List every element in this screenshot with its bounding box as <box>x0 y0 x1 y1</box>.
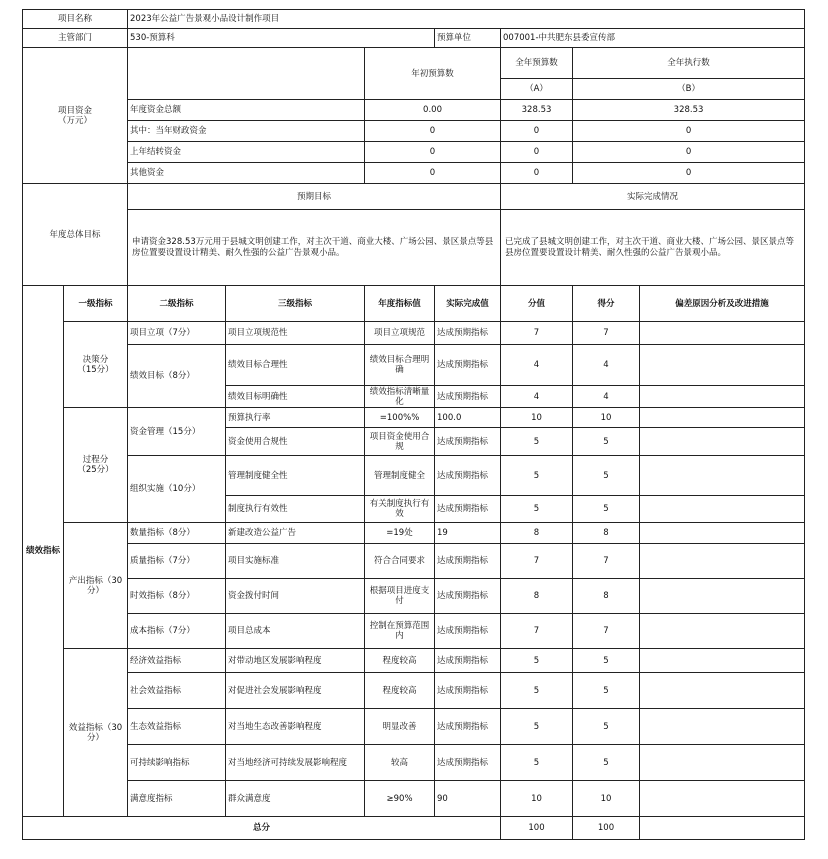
reason-cell <box>640 649 805 673</box>
project-name-value: 2023年公益广告景观小品设计制作项目 <box>128 10 805 29</box>
fund-row-label: 其中：当年财政资金 <box>128 121 365 142</box>
fund-row-full: 0 <box>501 142 573 163</box>
funds-label: 项目资金 （万元） <box>23 48 128 184</box>
performance-self-evaluation-form <box>22 9 804 840</box>
actual-cell: 19 <box>435 523 501 544</box>
weight-cell: 5 <box>501 496 573 523</box>
level2-fund-mgmt: 资金管理（15分） <box>128 408 226 456</box>
actual-cell: 达成预期指标 <box>435 745 501 781</box>
fund-row-annual: 0 <box>365 142 501 163</box>
indicator-row <box>23 408 805 428</box>
actual-cell: 达成预期指标 <box>435 345 501 386</box>
indicator-row <box>23 523 805 544</box>
target-cell: 项目立项规范 <box>365 322 435 345</box>
level2-org: 组织实施（10分） <box>128 456 226 523</box>
target-cell: 有关制度执行有效 <box>365 496 435 523</box>
project-name-row <box>23 10 805 29</box>
weight-cell: 7 <box>501 322 573 345</box>
level3-cell: 项目立项规范性 <box>226 322 365 345</box>
level3-cell: 预算执行率 <box>226 408 365 428</box>
indicator-row <box>23 673 805 709</box>
level2-goal: 绩效目标（8分） <box>128 345 226 408</box>
actual-cell: 90 <box>435 781 501 817</box>
actual-cell: 达成预期指标 <box>435 496 501 523</box>
fund-row-full: 0 <box>501 163 573 184</box>
level3-cell: 对带动地区发展影响程度 <box>226 649 365 673</box>
fund-row-label: 上年结转资金 <box>128 142 365 163</box>
weight-cell: 8 <box>501 579 573 614</box>
actual-cell: 达成预期指标 <box>435 456 501 496</box>
total-row <box>23 817 805 840</box>
level1-output: 产出指标（30分） <box>64 523 128 649</box>
level2-cost: 成本指标（7分） <box>128 614 226 649</box>
header-reason: 偏差原因分析及改进措施 <box>640 286 805 322</box>
weight-cell: 5 <box>501 709 573 745</box>
score-cell: 10 <box>573 781 640 817</box>
indicator-row <box>23 544 805 579</box>
goals-header-row <box>23 184 805 210</box>
level2-timeliness: 时效指标（8分） <box>128 579 226 614</box>
level1-process: 过程分 （25分） <box>64 408 128 523</box>
actual-cell: 达成预期指标 <box>435 322 501 345</box>
level3-cell: 对促进社会发展影响程度 <box>226 673 365 709</box>
level3-cell: 资金拨付时间 <box>226 579 365 614</box>
dept-row <box>23 29 805 48</box>
level3-cell: 对当地生态改善影响程度 <box>226 709 365 745</box>
level2-social: 社会效益指标 <box>128 673 226 709</box>
funds-blank-cell <box>128 48 365 100</box>
indicator-header-row <box>23 286 805 322</box>
indicator-row <box>23 456 805 496</box>
level3-cell: 新建改造公益广告 <box>226 523 365 544</box>
indicator-row <box>23 579 805 614</box>
target-cell: 程度较高 <box>365 649 435 673</box>
actual-cell: 达成预期指标 <box>435 386 501 408</box>
score-cell: 4 <box>573 345 640 386</box>
reason-cell <box>640 709 805 745</box>
score-cell: 5 <box>573 649 640 673</box>
indicator-row <box>23 745 805 781</box>
header-level2: 二级指标 <box>128 286 226 322</box>
target-cell: =19处 <box>365 523 435 544</box>
total-label: 总分 <box>23 817 501 840</box>
dept-value: 530-预算科 <box>128 29 435 48</box>
weight-cell: 5 <box>501 428 573 456</box>
target-cell: ≥90% <box>365 781 435 817</box>
target-cell: 明显改善 <box>365 709 435 745</box>
header-actual: 实际完成值 <box>435 286 501 322</box>
fund-row-exec: 328.53 <box>573 100 805 121</box>
actual-cell: 达成预期指标 <box>435 428 501 456</box>
total-weight: 100 <box>501 817 573 840</box>
annual-budget-header: 年初预算数 <box>365 48 501 100</box>
reason-cell <box>640 456 805 496</box>
reason-cell <box>640 745 805 781</box>
weight-cell: 5 <box>501 745 573 781</box>
fund-row-exec: 0 <box>573 163 805 184</box>
reason-cell <box>640 386 805 408</box>
level3-cell: 项目总成本 <box>226 614 365 649</box>
unit-label: 预算单位 <box>435 29 501 48</box>
score-cell: 5 <box>573 456 640 496</box>
level2-quantity: 数量指标（8分） <box>128 523 226 544</box>
actual-result-header: 实际完成情况 <box>501 184 805 210</box>
weight-cell: 5 <box>501 673 573 709</box>
funds-row <box>23 142 805 163</box>
reason-cell <box>640 496 805 523</box>
project-name-label: 项目名称 <box>23 10 128 29</box>
indicator-row <box>23 322 805 345</box>
header-level3: 三级指标 <box>226 286 365 322</box>
funds-row <box>23 121 805 142</box>
unit-value: 007001-中共肥东县委宣传部 <box>501 29 805 48</box>
target-cell: 根据项目进度支付 <box>365 579 435 614</box>
reason-cell <box>640 544 805 579</box>
fund-row-label: 年度资金总额 <box>128 100 365 121</box>
indicator-row <box>23 781 805 817</box>
indicator-row <box>23 709 805 745</box>
actual-cell: 达成预期指标 <box>435 614 501 649</box>
reason-cell <box>640 523 805 544</box>
fund-row-annual: 0 <box>365 163 501 184</box>
funds-header-row <box>23 48 805 79</box>
weight-cell: 4 <box>501 386 573 408</box>
evaluation-table <box>22 9 805 840</box>
target-cell: 较高 <box>365 745 435 781</box>
fund-row-full: 0 <box>501 121 573 142</box>
score-cell: 7 <box>573 614 640 649</box>
reason-cell <box>640 673 805 709</box>
target-cell: 项目资金使用合规 <box>365 428 435 456</box>
fund-row-exec: 0 <box>573 142 805 163</box>
level3-cell: 绩效目标合理性 <box>226 345 365 386</box>
score-cell: 5 <box>573 428 640 456</box>
actual-cell: 达成预期指标 <box>435 544 501 579</box>
total-score: 100 <box>573 817 640 840</box>
reason-cell <box>640 408 805 428</box>
full-exec-header: 全年执行数 <box>573 48 805 79</box>
fund-row-annual: 0 <box>365 121 501 142</box>
weight-cell: 5 <box>501 649 573 673</box>
indicator-row <box>23 649 805 673</box>
dept-label: 主管部门 <box>23 29 128 48</box>
header-score: 得分 <box>573 286 640 322</box>
score-cell: 5 <box>573 709 640 745</box>
indicator-row <box>23 614 805 649</box>
score-cell: 7 <box>573 322 640 345</box>
header-target: 年度指标值 <box>365 286 435 322</box>
weight-cell: 7 <box>501 614 573 649</box>
fund-row-annual: 0.00 <box>365 100 501 121</box>
header-b: （B） <box>573 79 805 100</box>
weight-cell: 5 <box>501 456 573 496</box>
indicator-group-label: 绩效指标 <box>23 286 64 817</box>
fund-row-label: 其他资金 <box>128 163 365 184</box>
target-cell: =100%% <box>365 408 435 428</box>
full-budget-header: 全年预算数 <box>501 48 573 79</box>
score-cell: 7 <box>573 544 640 579</box>
target-cell: 符合合同要求 <box>365 544 435 579</box>
fund-row-full: 328.53 <box>501 100 573 121</box>
reason-cell <box>640 322 805 345</box>
goals-text-row <box>23 210 805 286</box>
indicator-row <box>23 345 805 386</box>
level3-cell: 管理制度健全性 <box>226 456 365 496</box>
level3-cell: 群众满意度 <box>226 781 365 817</box>
target-cell: 控制在预算范围内 <box>365 614 435 649</box>
weight-cell: 8 <box>501 523 573 544</box>
score-cell: 10 <box>573 408 640 428</box>
funds-row <box>23 163 805 184</box>
level2-satisfaction: 满意度指标 <box>128 781 226 817</box>
reason-cell <box>640 614 805 649</box>
level3-cell: 对当地经济可持续发展影响程度 <box>226 745 365 781</box>
weight-cell: 4 <box>501 345 573 386</box>
target-cell: 绩效指标清晰量化 <box>365 386 435 408</box>
actual-result-text: 已完成了县城文明创建工作，对主次干道、商业大楼、广场公园、景区景点等县房位置要设置设计精美、耐久性强的公益广告景观小品。 <box>501 210 805 286</box>
actual-cell: 达成预期指标 <box>435 579 501 614</box>
reason-cell <box>640 579 805 614</box>
level2-sustainable: 可持续影响指标 <box>128 745 226 781</box>
score-cell: 4 <box>573 386 640 408</box>
actual-cell: 达成预期指标 <box>435 709 501 745</box>
actual-cell: 100.0 <box>435 408 501 428</box>
actual-cell: 达成预期指标 <box>435 673 501 709</box>
expected-goal-text: 申请资金328.53万元用于县城文明创建工作，对主次干道、商业大楼、广场公园、景区景点等县房位置要设置设计精美、耐久性强的公益广告景观小品。 <box>128 210 501 286</box>
reason-cell <box>640 428 805 456</box>
target-cell: 绩效目标合理明确 <box>365 345 435 386</box>
level3-cell: 资金使用合规性 <box>226 428 365 456</box>
score-cell: 8 <box>573 523 640 544</box>
target-cell: 管理制度健全 <box>365 456 435 496</box>
weight-cell: 10 <box>501 781 573 817</box>
level1-decision: 决策分 （15分） <box>64 322 128 408</box>
level3-cell: 制度执行有效性 <box>226 496 365 523</box>
reason-cell <box>640 781 805 817</box>
header-a: （A） <box>501 79 573 100</box>
level3-cell: 项目实施标准 <box>226 544 365 579</box>
score-cell: 5 <box>573 745 640 781</box>
target-cell: 程度较高 <box>365 673 435 709</box>
level2-quality: 质量指标（7分） <box>128 544 226 579</box>
header-level1: 一级指标 <box>64 286 128 322</box>
score-cell: 8 <box>573 579 640 614</box>
annual-goal-label: 年度总体目标 <box>23 184 128 286</box>
reason-cell <box>640 345 805 386</box>
actual-cell: 达成预期指标 <box>435 649 501 673</box>
weight-cell: 7 <box>501 544 573 579</box>
weight-cell: 10 <box>501 408 573 428</box>
level3-cell: 绩效目标明确性 <box>226 386 365 408</box>
header-weight: 分值 <box>501 286 573 322</box>
expected-goal-header: 预期目标 <box>128 184 501 210</box>
score-cell: 5 <box>573 673 640 709</box>
funds-row <box>23 100 805 121</box>
score-cell: 5 <box>573 496 640 523</box>
level2-ecological: 生态效益指标 <box>128 709 226 745</box>
level2-approval: 项目立项（7分） <box>128 322 226 345</box>
level2-economic: 经济效益指标 <box>128 649 226 673</box>
level1-benefit: 效益指标（30分） <box>64 649 128 817</box>
total-reason-cell <box>640 817 805 840</box>
fund-row-exec: 0 <box>573 121 805 142</box>
